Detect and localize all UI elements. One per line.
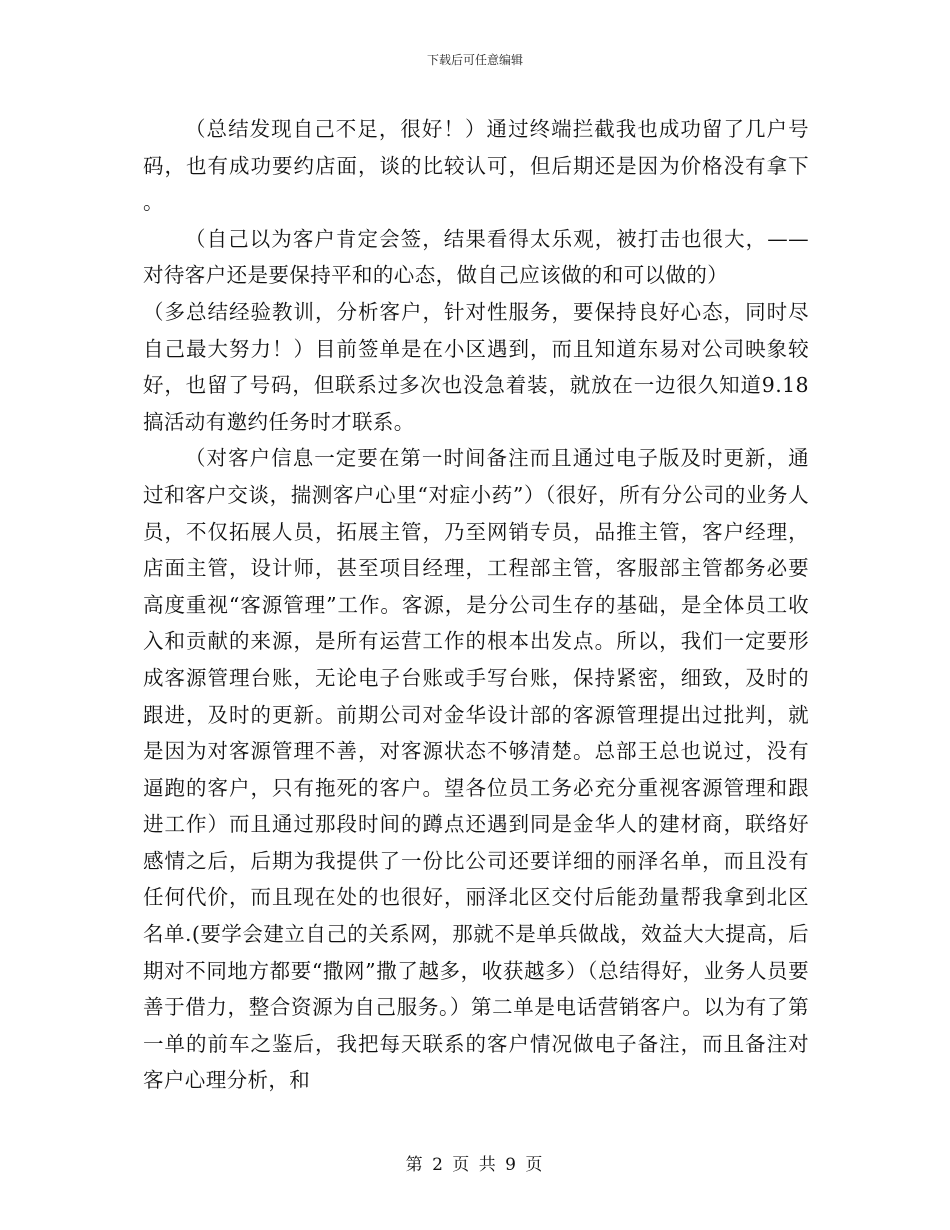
paragraph-4: （对客户信息一定要在第一时间备注而且通过电子版及时更新，通过和客户交谈，揣测客户心里“对症小药”）（很好，所有分公司的业务人员，不仅拓展人员，拓展主管，乃至网销专员，品推主管，客户经理，店面主管，设计师，甚至项目经理，工程部主管，客服部主管都务必要高度重视“客源管理”工作。客源，是分公司生存的基础，是全体员工收入和贡献的来源，是所有运营工作的根本出发点。所以，我们一定要形成客源管理台账，无论电子台账或手写台账，保持紧密，细致，及时的跟进，及时的更新。前期公司对金华设计部的客源管理提出过批判，就是因为对客源管理不善，对客源状态不够清楚。总部王总也说过，没有逼跑的客户，只有拖死的客户。望各位员工务必充分重视客源管理和跟进工作）而且通过那段时间的蹲点还遇到同是金华人的建材商，联络好感情之后，后期为我提供了一份比公司还要详细的丽泽名单，而且没有任何代价，而且现在处的也很好，丽泽北区交付后能劲量帮我拿到北区名单.(要学会建立自己的关系网，那就不是单兵做战，效益大大提高，后期对不同地方都要“撒网”撒了越多，收获越多）（总结得好，业务人员要善于借力，整合资源为自己服务。）第二单是电话营销客户。以为有了第一单的前车之鉴后，我把每天联系的客户情况做电子备注，而且备注对客户心理分析，和 bbox=[143, 446, 809, 1093]
paragraph-2: （自己以为客户肯定会签，结果看得太乐观，被打击也很大，——对待客户还是要保持平和的心态，做自己应该做的和可以做的） bbox=[143, 226, 809, 288]
page-number-footer: 第 2 页 共 9 页 bbox=[405, 1155, 545, 1175]
paragraph-3: （多总结经验教训，分析客户，针对性服务，要保持良好心态，同时尽自己最大努力！）目前签单是在小区遇到，而且知道东易对公司映象较好，也留了号码，但联系过多次也没急着装，就放在一边很久知道9.18搞活动有邀约任务时才联系。 bbox=[143, 299, 809, 434]
paragraph-1: （总结发现自己不足，很好！）通过终端拦截我也成功留了几户号码，也有成功要约店面，谈的比较认可，但后期还是因为价格没有拿下。 bbox=[143, 117, 809, 215]
page-header: 下载后可任意编辑 bbox=[426, 53, 523, 67]
document-body bbox=[143, 111, 809, 1099]
